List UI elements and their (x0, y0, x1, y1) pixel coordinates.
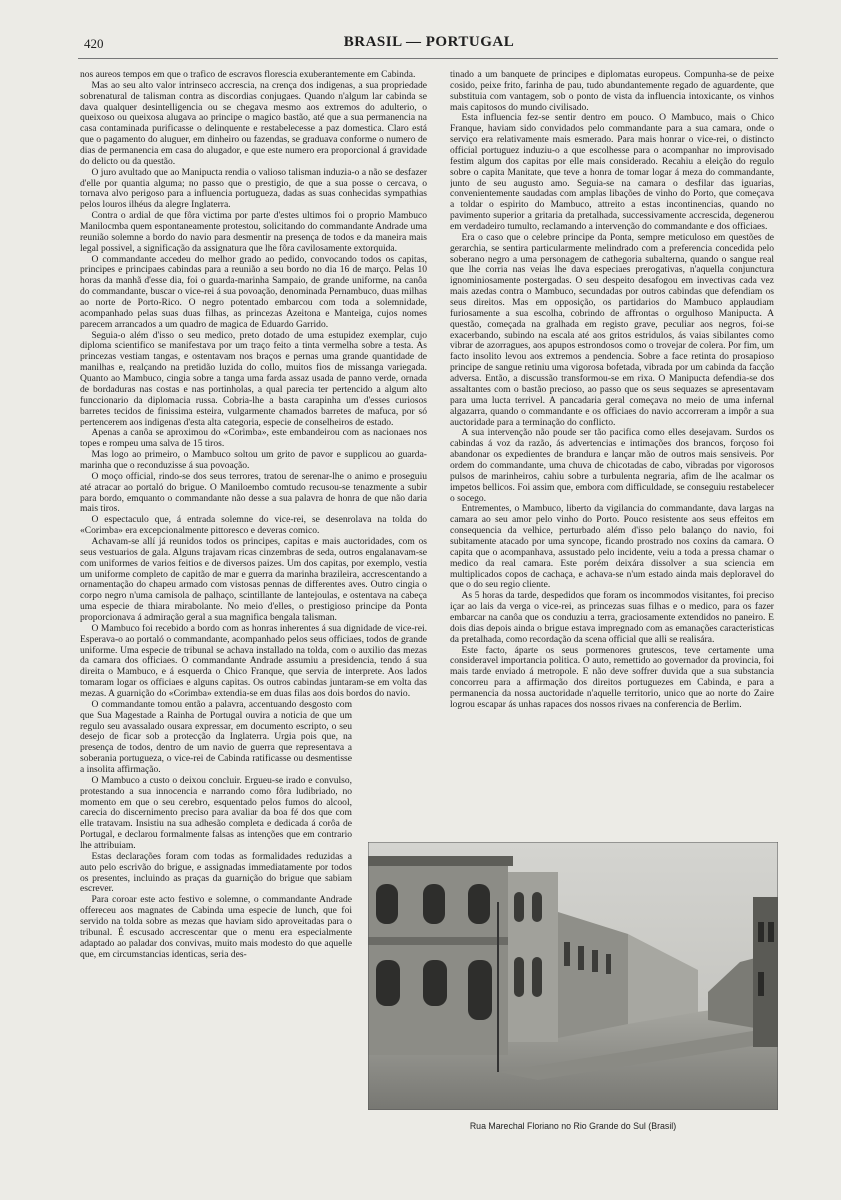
photo-caption: Rua Marechal Floriano no Rio Grande do Sul (Brasil) (469, 1121, 677, 1131)
article-paragraph: Era o caso que o celebre principe da Ponta, sempre meticuloso em questões de gerarchia, se sentira particularmente melindrado com a preferencia concedida pelo soberano negro a uma personagem de cathegoria subalterna, quando o sangue real que lhe corria nas veias lhe dava especiaes prerogativas, n'aquella conjunctura ignominiosamente postergadas. O seu despeito desafogou em invectivas cada vez mais azedas contra o Mambuco, secundadas por outros cabindas que defendiam os seus direitos. Mas em opposição, os partidarios do Mambuco applaudiam furiosamente a sua escolha, cobrindo de affrontas o orgulhoso Manipucta. A questão, começada na gralhada em registo grave, peculiar aos negros, foi-se exacerbando, subindo na escala até aos gritos estridulos, ás vaias sibilantes como vibrar de azorragues, aos apupos estrondosos como o trovejar de colera. Por fim, um facto insolito levou aos extremos a pendencia. Sobre a face retinta do prosapioso principe de sangue retiniu uma vigorosa bofetada, vibrada por um cabinda da facção adversa. Então, a discussão transformou-se em rixa. O Manipucta defendia-se dos assaltantes com o bastão precioso, ao passo que os seus sequazes se apresentavam para uma lucta terrivel. A pancadaria geral começava no meio de uma infernal algazarra, quando o commandante e os officiaes do navio accorreram a impôr a sua auctoridade para a terminação do conflicto. (450, 231, 774, 428)
article-paragraph: Mas logo ao primeiro, o Mambuco soltou um grito de pavor e supplicou ao guarda-marinha que o reconduzisse á sua povoação. (80, 449, 427, 471)
article-paragraph: O juro avultado que ao Manipucta rendia o valioso talisman induzia-o a não se desfazer d'elle por quantia alguma; no passo que o prestigio, de que a sua posse o cercava, o tornava alvo perigoso para a influencia portugueza, dadas as suas conhecidas sympathias pelos louros ilhéus da alegre Inglaterra. (80, 166, 427, 211)
street-photo-image (368, 842, 778, 1110)
article-paragraph: Seguia-o além d'isso o seu medico, preto dotado de uma estupidez exemplar, cujo diploma scientifico se manifestava por um traço feito a tinta vermelha sobre a testa. As princezas vestiam tangas, e ostentavam nos braços e pernas uma grande quantidade de manilhas e, realçando na pretidão luzida do collo, muitos fios de missanga variegada. Quanto ao Mambuco, cingia sobre a tanga uma farda assaz usada de panno verde, ornada de bordaduras nas costas e nas portinholas, a qual parecia ter pertencido a algum alto funccionario da diplomacia russa. Cobria-lhe a basta carapinha um d'esses curiosos barretes tecidos de finissima esteira, vulgarmente chamados barretes de mafuca, por só pertencerem aos indigenas d'esta alta categoria, especie de conselheiros de estado. (80, 329, 427, 428)
article-paragraph: O commandante accedeu do melhor grado ao pedido, convocando todos os capitas, principes e principaes cabindas para a reunião a seu bordo no dia 16 de março. Pelas 10 horas da manhã d'esse dia, foi o guarda-marinha Sampaio, de grande uniforme, na canôa do commandante, buscar o vice-rei á sua povoação, denominada Pernambuco, duas milhas ao norte de Porto-Rico. O negro potentado embarcou com toda a solemnidade, acompanhado pelas suas duas filhas, as princezas Azeitona e Manteiga, cujos nomes parecem arrancados a um quadro de magica de Eduardo Garrido. (80, 253, 427, 330)
article-paragraph: O commandante tomou então a palavra, accentuando desgosto com que Sua Magestade a Rainha de Portugal ouvira a noticia de que um regulo seu avassalado ousara expressar, em documento escripto, o seu desejo de ficar sob a protecção da Inglaterra. Urgia pois que, na presença de todos, dentro de um navio de guerra que representava a soberania portugueza, o vice-rei de Cabinda ratificasse ou desmentisse a insolita affirmação. (80, 698, 352, 775)
article-paragraph: Achavam-se allí já reunidos todos os principes, capitas e mais auctoridades, com os seus vestuarios de gala. Alguns trajavam ricas cinzembras de seda, outros engalanavam-se com uniformes de varios feitios e de diversos paizes. Um dos capitas, por exemplo, vestia um uniforme completo de capitão de mar e guerra da marinha brazileira, accrescentando a ornamentação do chapeu armado com vistosas pennas de differentes aves. Outro cingia o corpo negro n'uma camisola de palhaço, scintillante de lantejoulas, e ostentava na cabeça uma especie de thiara mirabolante. No meio d'elles, o prestigioso principe da Ponta proporcionava á admiração geral a sua magnifica bengala talisman. (80, 535, 427, 623)
article-paragraph: Esta influencia fez-se sentir dentro em pouco. O Mambuco, mais o Chico Franque, haviam sido convidados pelo commandante para a sua camara, onde o serviço era relativamente mais esmerado. Para mais honrar o vice-rei, o distincto official portuguez induziu-o a que escolhesse para o acompanhar no improvisado festim algum dos capitas por elle mais considerado. Recahiu a eleição do regulo sobre o capita Manitate, que teve a honra de tomar logar á meza do commandante, junto de seu augusto amo. Seguia-se na camara o desfilar das iguarias, convenientemente saudadas com amplas libações de vinho do Porto, que começava a toldar o espirito do Mambuco, attreito a estas incontinencias, quando no pavimento superior a gritaria da pretalhada, successivamente accrescida, degenerou em verdadeiro tumulto, reclamando a intervenção do commandante e dos officiaes. (450, 112, 774, 233)
right-paragraphs (450, 70, 774, 711)
article-paragraph: tinado a um banquete de principes e diplomatas europeus. Compunha-se de peixe cosido, peixe frito, farinha de pau, tudo abundantemente regado de aguardente, que substituia com vantagem, sob o ponto de vista da influencia intoxicante, os vinhos mais capitosos do mundo civilisado. (450, 70, 774, 113)
left-wide-paragraphs (80, 70, 427, 700)
street-photograph (368, 842, 778, 1110)
article-paragraph: Apenas a canôa se aproximou do «Corimba», este embandeirou com as nacionaes nos topes e rompeu uma salva de 15 tiros. (80, 427, 427, 450)
page-number: 420 (84, 36, 104, 51)
running-title: BRASIL — PORTUGAL (343, 34, 515, 50)
article-paragraph: A sua intervenção não poude ser tão pacifica como elles desejavam. Surdos os cabindas á voz da razão, ás advertencias e intimações dos brancos, forçoso foi abandonar os expedientes de brandura e lançar mão de outros mais sensiveis. Por ordem do commandante, uma chuva de chicotadas de cabo, vibradas por vigorosos pulsos de marinheiros, cahiu sobre a turbulenta negraria, afim de lhe acalmar os impetos bellicos. Foi assim que, embora com difficuldade, se conseguiu restabelecer o socego. (450, 427, 774, 504)
article-paragraph: O Mambuco a custo o deixou concluir. Ergueu-se irado e convulso, protestando a sua innocencia e narrando como fôra ludibriado, no momento em que o seu cerebro, esquentado pelos fumos do alcool, carecia do discernimento preciso para avaliar da boa fé dos que com elle tratavam. Insistiu na sua adhesão completa e dedicada á corôa de Portugal, e declarou formalmente falsas as intenções que em contrario lhe attribuiam. (80, 774, 352, 852)
article-paragraph: Estas declarações foram com todas as formalidades reduzidas a auto pelo escrivão do brigue, e assignadas immediatamente por todos os presentes, incluindo as praças da guarnição do brigue que sabiam escrever. (80, 850, 352, 895)
article-paragraph: O moço official, rindo-se dos seus terrores, tratou de serenar-lhe o animo e proseguiu até atracar ao portaló do brigue. O Maniloembo comtudo recusou-se tenazmente a subir para bordo, emquanto o commandante não desse a sua palavra de honra de que não daria mais tiros. (80, 470, 427, 515)
running-header (84, 36, 774, 56)
article-paragraph: As 5 horas da tarde, despedidos que foram os incommodos visitantes, foi preciso içar ao lais da verga o vice-rei, as princezas suas filhas e o medico, para os fazer embarcar na canôa que os conduziu a terra, graciosamente extendidos no paneiro. E dois dias depois ainda o brigue estava impregnado com as emanações caracteristicas da pretalhada, como recordação da scena official que alli se realisára. (450, 590, 774, 645)
article-paragraph: Mas ao seu alto valor intrinseco accrescia, na crença dos indigenas, a sua propriedade sobrenatural de talisman contra as discordias conjugaes. Quando n'algum lar cabinda se dava qualquer desintelligencia ou se chegava mesmo aos extremos do adulterio, o queixoso ou queixosa alugava ao principe o magico bastão, até que a sua permanencia na casa contaminada purificasse o delinquente e restabelecesse a paz domestica. Claro está que o pagamento do aluguer, em dinheiro ou fazendas, se graduava conforme o numero de dias de permanencia em casa do alugador, e que este numero era proporcional á gravidade do delicto ou da questão. (80, 79, 427, 167)
article-column-right (450, 70, 774, 860)
article-paragraph: Este facto, áparte os seus pormenores grutescos, teve certamente uma consideravel importancia politica. O auto, remettido ao governador da provincia, foi mais tarde enviado á metropole. E não deve soffrer duvida que a sua substancia concorreu para a affirmação dos direitos portuguezes em Cabinda, e para a permanencia da nossa auctoridade n'aquelle territorio, unico que ao norte do Zaire logrou escapar ás unhas rapaces dos nossos rivaes na conferencia de Berlim. (450, 644, 774, 710)
article-paragraph: nos aureos tempos em que o trafico de escravos florescia exuberantemente em Cabinda. (80, 70, 416, 80)
article-paragraph: Para coroar este acto festivo e solemne, o commandante Andrade offereceu aos magnates de Cabinda uma especie de lunch, que foi servido na tolda sobre as mezas que haviam sido aproveitadas para o tribunal. É escusado accrescentar que o menu era especialmente adaptado ao paladar dos convivas, muito mais modesto do que aquelle que, em circumstancias identicas, seria des- (80, 894, 352, 960)
article-paragraph: O espectaculo que, á entrada solemne do vice-rei, se desenrolava na tolda do «Corimba» era excepcionalmente pittoresco e deveras comico. (80, 514, 427, 537)
article-paragraph: Contra o ardial de que fôra victima por parte d'estes ultimos foi o proprio Mambuco Manilocmba quem espontaneamente protestou, solicitando do commandante Andrade uma reunião solemne a bordo do navio para desmentir na presença de todos e da maneira mais legal possivel, a significação da assignatura que lhe fôra cavilosamente extorquida. (80, 210, 427, 254)
header-rule (78, 58, 778, 59)
article-paragraph: O Mambuco foi recebido a bordo com as honras inherentes á sua dignidade de vice-rei. Esperava-o ao portaló o commandante, acompanhado pelos seus officiaes, todos de grande uniforme. Uma especie de tribunal se achava installado na tolda, com o auxilio das mezas da camara dos officiaes. O commandante Andrade assumiu a presidencia, tendo á sua direita o Mambuco, e á esquerda o Chico Franque, que servia de interprete. Aos lados tomaram logar os officiaes e alguns capitas. Os outros cabindas juntaram-se em volta das mezas. A guarnição do «Corimba» extendia-se em duas filas aos dois bordos do navio. (80, 622, 427, 699)
left-narrow-paragraphs (80, 700, 352, 961)
article-paragraph: Entrementes, o Mambuco, liberto da vigilancia do commandante, dava largas na camara ao seu amor pelo vinho do Porto. Pouco resistente aos seus effeitos em consequencia da velhice, perturbado além d'isso pelo balanço do navio, foi subitamente atacado por uma syncope, ficando prostrado nos coxins da camara. O capita que o acompanhava, assustado pelo incidente, veiu a toda a pressa chamar o medico da real camara. Este porém deixára dissolver a sua sciencia em multiplicados copos de cachaça, e achava-se n'um estado ainda mais deploravel do que o do seu regio cliente. (450, 503, 774, 591)
